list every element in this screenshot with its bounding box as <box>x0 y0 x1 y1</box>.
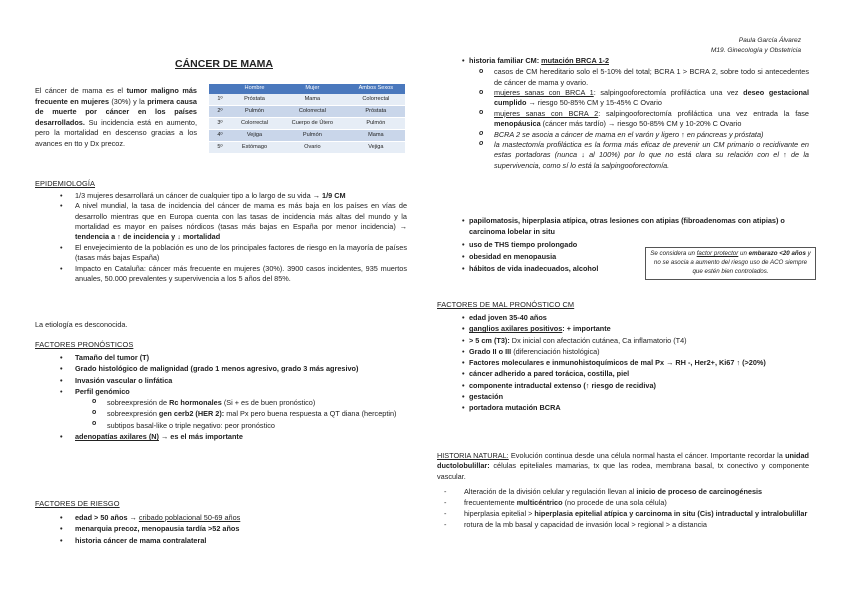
list-item: o mujeres sanas con BCRA 2: salpingooforectomía profiláctica una vez entrada la fase menopáusica (cáncer más tardío) → riesgo 50-85% CM y 10-20% C Ovario <box>474 109 809 130</box>
list-item: - rotura de la mb basal y capacidad de invasión local > regional > a distancia <box>437 519 809 530</box>
historia-natural-paragraph: HISTORIA NATURAL: Evolución continua desde una célula normal hasta el cáncer. Importante recordar la unidad ductolobulillar: células epiteliales mamarias, tx que las rodea, membrana basal, tx conectivo y componente vascular. <box>437 451 810 481</box>
list-item: • gestación <box>437 391 809 402</box>
list-item: • historia cáncer de mama contralateral <box>35 535 407 546</box>
cancer-incidence-table <box>209 84 405 154</box>
list-item: • componente intraductal extenso (↑ riesgo de recidiva) <box>437 380 809 391</box>
table-header-row: Hombre Mujer Ambos Sexos <box>209 84 405 94</box>
factores-pronosticos-list <box>35 352 407 442</box>
list-item: - hiperplasia epitelial > hiperplasia epitelial atípica y carcinoma in situ (Cis) intraductal y intralobulillar <box>437 509 809 520</box>
list-item: • Impacto en Cataluña: cáncer más frecuente en mujeres (30%). 3900 casos incidentes, 935 muertos anuales, 50.000 prevalentes y supervivencia a los 5 años del 85%. <box>35 264 407 285</box>
list-item: • Factores moleculares e inmunohistoquímicos de mal Px → RH -, Her2+, Ki67 ↑ (>20%) <box>437 357 809 368</box>
page-title: CÁNCER DE MAMA <box>175 58 273 70</box>
list-item: - frecuentemente multicéntrico (no procede de una sola célula) <box>437 497 809 508</box>
list-item: • El envejecimiento de la población es uno de los principales factores de riesgo en la mayoría de países (tasas más bajas España) <box>35 243 407 264</box>
list-item: • Grado histológico de malignidad (grado 1 menos agresivo, grado 3 más agresivo) <box>35 363 407 374</box>
author-name: Paula García Álvarez <box>738 37 801 44</box>
table-row: 4º Vejiga Pulmón Mama <box>209 130 405 142</box>
table-row: 5º Estómago Ovario Vejiga <box>209 142 405 154</box>
list-item: • uso de THS tiempo prolongado <box>437 239 809 251</box>
historia-natural-list <box>437 486 809 530</box>
list-item: o sobreexpresión de Rc hormonales (Si + es de buen pronóstico) <box>87 397 407 408</box>
list-item: • historia familiar CM: mutación BRCA 1-2 o casos de CM hereditario solo el 5-10% del total; BCRA 1 > BCRA 2, sobre todo si antecedentes de cáncer de mama y ovario. o mujeres sanas con BRCA 1: salpingooforectomía profiláctica una vez deseo gestacional cumplido → riesgo 50-85% CM y 15-45% C Ovario o mujeres sanas con BCRA 2: salpingooforectomía profiláctica una vez entrada la fase menopáusica (cáncer más tardío) → riesgo 50-85% CM y 10-20% C Ovario o BCRA 2 se asocia a cáncer de mama en el varón y ligero ↑ en páncreas y próstata) o la mastectomía profiláctica es la forma más eficaz de prevenir un CM primario o recidivante en estas portadoras (nunca ↓ al 100%) por lo que no está clara su relación con el ↑ de la supervivencia, como sí lo está la salpingooforectomía. <box>437 56 809 171</box>
author-header <box>711 36 801 55</box>
list-item: • Tamaño del tumor (T) <box>35 352 407 363</box>
list-item: • cáncer adherido a pared torácica, costilla, piel <box>437 368 809 379</box>
epidemiologia-heading: EPIDEMIOLOGÍA <box>35 179 96 188</box>
factores-pronosticos-heading: FACTORES PRONÓSTICOS <box>35 340 134 349</box>
list-item: • ganglios axilares positivos: + importante <box>437 323 809 334</box>
list-item: • hábitos de vida inadecuados, alcohol <box>437 263 809 275</box>
table-row: 1º Próstata Mama Colorrectal <box>209 94 405 106</box>
list-item: • Invasión vascular o linfática <box>35 375 407 386</box>
factor-protector-note: Se considera un factor protector un embarazo <20 años y no se asocia a aumento del riesgo uso de ACO siempre que estén bien controlados. <box>645 247 816 280</box>
list-item: • portadora mutación BCRA <box>437 402 809 413</box>
course-name: M19. Ginecología y Obstetricia <box>710 46 801 54</box>
list-item: • papilomatosis, hiperplasia atípica, otras lesiones con atipias (fibroadenomas con atipias) o carcinoma lobelar in situ <box>437 216 809 237</box>
list-item: • menarquia precoz, menopausia tardía >52 años <box>35 523 407 534</box>
table-row: 2º Pulmón Colorrectal Próstata <box>209 106 405 118</box>
list-item: o casos de CM hereditario solo el 5-10% del total; BCRA 1 > BCRA 2, sobre todo si antecedentes de cáncer de mama y ovario. <box>474 67 809 88</box>
list-item: • 1/3 mujeres desarrollará un cáncer de cualquier tipo a lo largo de su vida → 1/9 CM <box>35 191 407 201</box>
list-item: • edad > 50 años → cribado poblacional 50-69 años <box>35 512 407 523</box>
list-item: o subtipos basal-like o triple negativo: peor pronóstico <box>87 420 407 431</box>
list-item: • Grado II o III (diferenciación histológica) <box>437 346 809 357</box>
factores-riesgo-list <box>35 512 407 546</box>
brca-sublist <box>474 67 809 171</box>
list-item: • > 5 cm (T3): Dx inicial con afectación cutánea, Ca inflamatorio (T4) <box>437 335 809 346</box>
list-item: • A nivel mundial, la tasa de incidencia del cáncer de mama es más baja en los países en vías de desarrollo mientras que en Europa cuenta con las tasas de incidencia más altas del mundo y la mortalidad es mayor en países nórdicos (tasas más bajas en España por menor incidencia) → tendencia a ↑ de incidencia y ↓ mortalidad <box>35 201 407 242</box>
list-item: • obesidad en menopausia <box>437 251 809 263</box>
list-item: o sobreexpresión gen cerb2 (HER 2): mal Px pero buena respuesta a QT diana (herceptin) <box>87 408 407 419</box>
mal-pronostico-list <box>437 312 809 414</box>
mal-pronostico-heading: FACTORES DE MAL PRONÓSTICO CM <box>437 300 575 309</box>
list-item: • adenopatías axilares (N) → es el más importante <box>35 431 407 442</box>
table-row: 3º Colorrectal Cuerpo de Útero Pulmón <box>209 118 405 130</box>
list-item: o mujeres sanas con BRCA 1: salpingooforectomía profiláctica una vez deseo gestacional cumplido → riesgo 50-85% CM y 15-45% C Ovario <box>474 88 809 109</box>
etiologia-text: La etiología es desconocida. <box>35 320 128 329</box>
list-item: - Alteración de la división celular y regulación llevan al inicio de proceso de carcinogénesis <box>437 486 809 497</box>
perfil-genomico-sublist <box>87 397 407 431</box>
historia-familiar-list <box>437 56 809 171</box>
factores-riesgo-heading: FACTORES DE RIESGO <box>35 499 120 508</box>
historia-natural-heading: HISTORIA NATURAL: <box>437 451 509 460</box>
list-item: • edad joven 35-40 años <box>437 312 809 323</box>
list-item: • Perfil genómico o sobreexpresión de Rc hormonales (Si + es de buen pronóstico) o sobreexpresión gen cerb2 (HER 2): mal Px pero buena respuesta a QT diana (herceptin) o subtipos basal-like o triple negativo: peor pronóstico <box>35 386 407 431</box>
list-item: o BCRA 2 se asocia a cáncer de mama en el varón y ligero ↑ en páncreas y próstata) <box>474 130 809 140</box>
intro-paragraph: El cáncer de mama es el tumor maligno más frecuente en mujeres (30%) y la primera causa de muerte por cáncer en los países desarrollados. Su incidencia está en aumento, pero la mortalidad en descenso gracias a los avances en tto y Dx precoz. <box>35 86 197 148</box>
epidemiologia-list <box>35 191 407 284</box>
list-item: o la mastectomía profiláctica es la forma más eficaz de prevenir un CM primario o recidivante en estas portadoras (nunca ↓ al 100%) por lo que no está clara su relación con el ↑ de la supervivencia, como sí lo está la salpingooforectomía. <box>474 140 809 171</box>
